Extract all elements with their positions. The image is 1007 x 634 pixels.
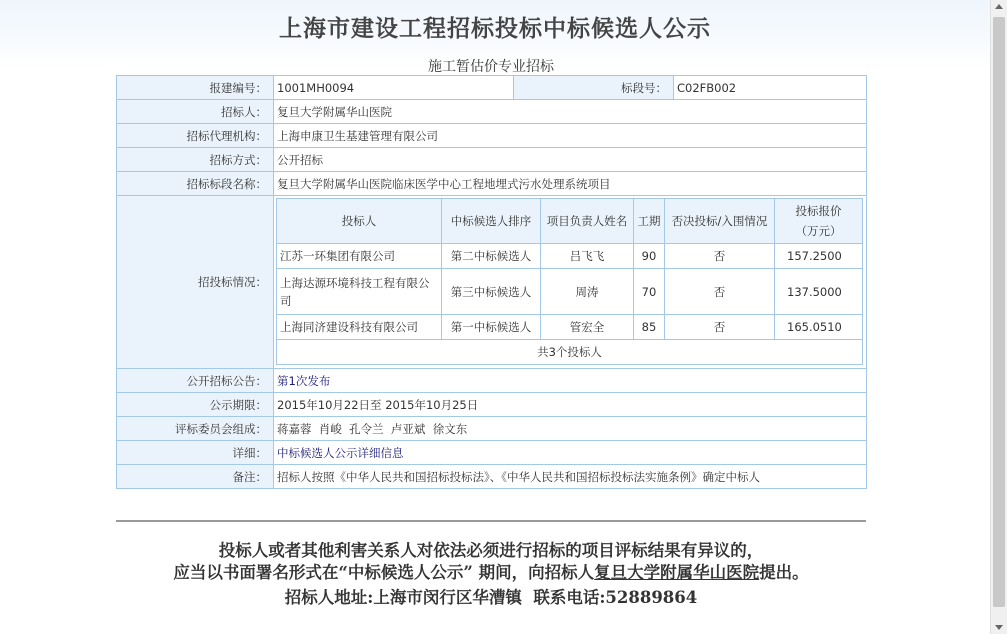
bids-total-row (277, 340, 863, 365)
notice-address: 招标人地址:上海市闵行区华漕镇 联系电话:52889864 (284, 588, 698, 607)
report-no-label: 报建编号： (117, 76, 274, 100)
row-period (117, 393, 867, 417)
tenderer-value: 复旦大学附属华山医院 (274, 100, 867, 124)
bids-header-row (277, 199, 863, 244)
bid-bidder: 上海同济建设科技有限公司 (277, 315, 442, 340)
bid-price: 157.2500 (775, 244, 863, 269)
method-value: 公开招标 (274, 148, 867, 172)
bid-price: 165.0510 (775, 315, 863, 340)
detail-link[interactable]: 中标候选人公示详细信息 (277, 445, 404, 460)
committee-value: 蒋嘉蓉 肖峻 孔令兰 卢亚斌 徐文东 (274, 417, 867, 441)
announce-link[interactable]: 第1次发布 (277, 373, 331, 388)
bidding-label: 招投标情况： (117, 196, 274, 369)
committee-label: 评标委员会组成： (117, 417, 274, 441)
row-section-name (117, 172, 867, 196)
row-bidding (117, 196, 867, 369)
notice-line2 (116, 562, 866, 584)
remark-label: 备注： (117, 465, 274, 489)
row-committee (117, 417, 867, 441)
vertical-scrollbar[interactable] (990, 0, 1007, 634)
bid-period: 85 (634, 315, 665, 340)
header-bidder: 投标人 (277, 199, 442, 244)
row-method (117, 148, 867, 172)
header-price-line2: （万元） (795, 224, 842, 238)
bid-bidder: 江苏一环集团有限公司 (277, 244, 442, 269)
header-price (775, 199, 863, 244)
agency-label: 招标代理机构： (117, 124, 274, 148)
row-announce (117, 369, 867, 393)
row-report-no (117, 76, 867, 100)
announce-label: 公开招标公告： (117, 369, 274, 393)
table-row (277, 315, 863, 340)
detail-label: 详细： (117, 441, 274, 465)
announce-cell (274, 369, 867, 393)
bid-price: 137.5000 (775, 269, 863, 315)
detail-cell (274, 441, 867, 465)
header-price-line1: 投标报价 (795, 204, 842, 218)
objection-notice (116, 540, 866, 609)
agency-value: 上海申康卫生基建管理有限公司 (274, 124, 867, 148)
page-title: 上海市建设工程招标投标中标候选人公示 (279, 15, 711, 42)
bidding-cell (274, 196, 867, 369)
row-remark (117, 465, 867, 489)
bid-manager: 管宏全 (541, 315, 634, 340)
section-no-label: 标段号： (514, 76, 674, 100)
period-value: 2015年10月22日至 2015年10月25日 (274, 393, 867, 417)
header-manager: 项目负责人姓名 (541, 199, 634, 244)
scroll-up-icon[interactable] (995, 4, 1003, 9)
notice-line1: 投标人或者其他利害关系人对依法必须进行招标的项目评标结果有异议的， (218, 541, 764, 560)
bid-period: 70 (634, 269, 665, 315)
header-period: 工期 (634, 199, 665, 244)
row-tenderer (117, 100, 867, 124)
remark-value: 招标人按照《中华人民共和国招标投标法》、《中华人民共和国招标投标法实施条例》确定中标人 (274, 465, 867, 489)
header-veto: 否决投标/入围情况 (665, 199, 775, 244)
scroll-down-icon[interactable] (995, 625, 1003, 630)
bid-veto: 否 (665, 315, 775, 340)
header-rank: 中标候选人排序 (442, 199, 541, 244)
tenderer-label: 招标人： (117, 100, 274, 124)
announcement-table (116, 75, 867, 489)
page-subtitle: 施工暂估价专业招标 (428, 59, 554, 75)
bid-rank: 第一中标候选人 (442, 315, 541, 340)
scroll-thumb[interactable] (993, 17, 1005, 607)
bid-period: 90 (634, 244, 665, 269)
bid-veto: 否 (665, 244, 775, 269)
section-name-value: 复旦大学附属华山医院临床医学中心工程地埋式污水处理系统项目 (274, 172, 867, 196)
bids-table (276, 198, 863, 365)
notice-line2-suffix: 提出。 (759, 563, 809, 582)
table-row (277, 269, 863, 315)
section-name-label: 招标标段名称： (117, 172, 274, 196)
section-no-value: C02FB002 (674, 76, 867, 100)
table-row (277, 244, 863, 269)
notice-line2-prefix: 应当以书面署名形式在“中标候选人公示” 期间，向招标人 (173, 563, 595, 582)
notice-tenderer: 复旦大学附属华山医院 (594, 563, 760, 582)
row-agency (117, 124, 867, 148)
bid-rank: 第二中标候选人 (442, 244, 541, 269)
bids-total: 共3个投标人 (277, 340, 863, 365)
bid-manager: 周涛 (541, 269, 634, 315)
period-label: 公示期限： (117, 393, 274, 417)
divider (116, 520, 866, 522)
report-no-value: 1001MH0094 (274, 76, 514, 100)
method-label: 招标方式： (117, 148, 274, 172)
bid-rank: 第三中标候选人 (442, 269, 541, 315)
row-detail (117, 441, 867, 465)
bid-veto: 否 (665, 269, 775, 315)
bid-manager: 吕飞飞 (541, 244, 634, 269)
bid-bidder: 上海达源环境科技工程有限公司 (277, 269, 442, 315)
